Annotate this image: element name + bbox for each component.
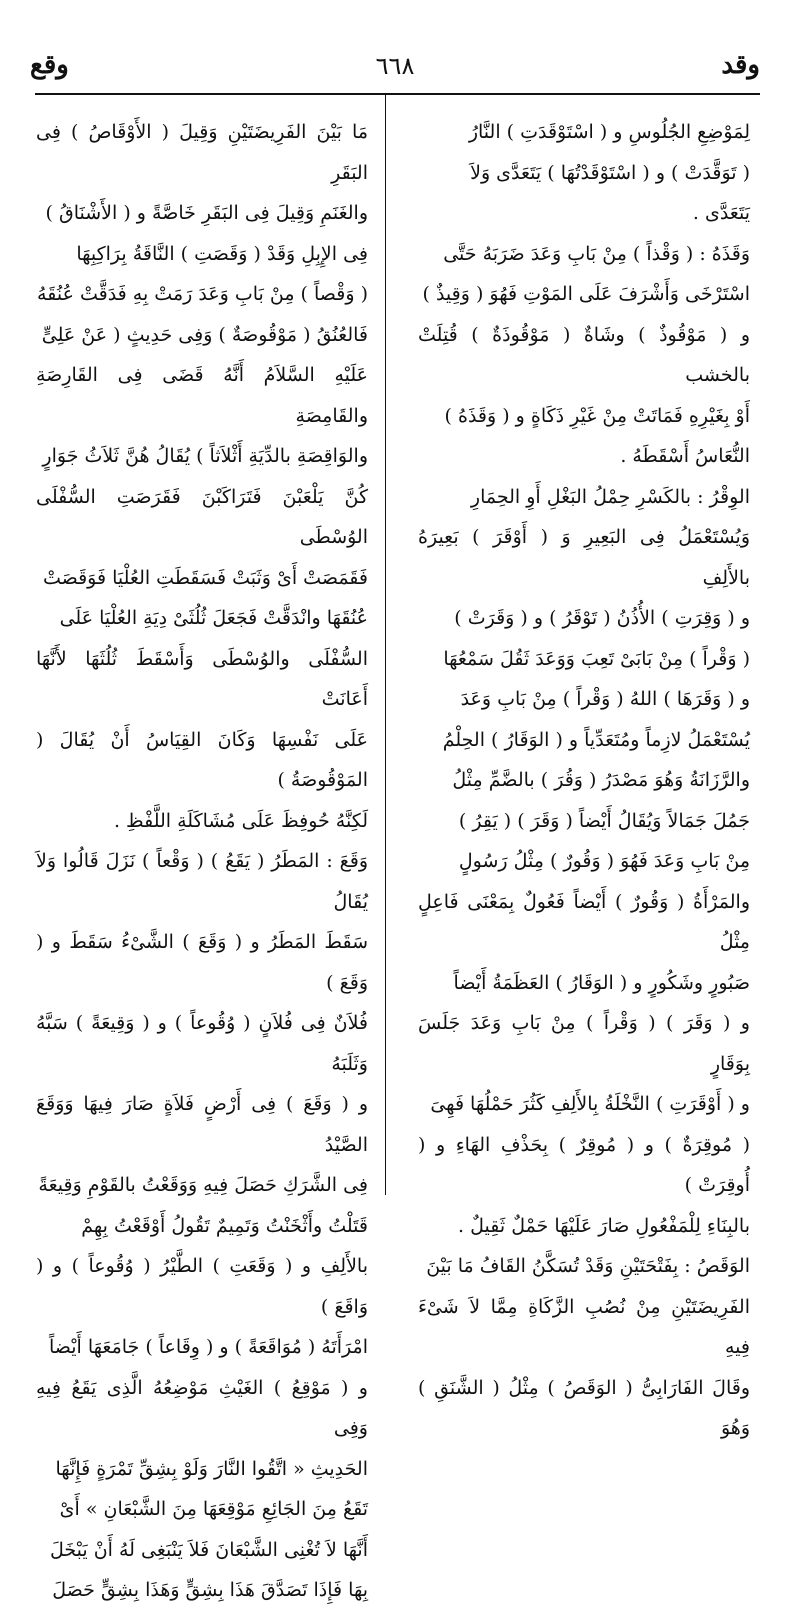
text-line: لَكِنَّهُ حُوفِظَ عَلَى مُشَاكَلَةِ اللَّفْظِ . xyxy=(113,809,368,832)
text-line: و ( أَوْقَرَتِ ) النَّخْلَةُ بِالأَلِفِ كَثُرَ حَمْلُهَا فَهِىَ xyxy=(430,1093,750,1115)
text-line: سَقَطَ المَطَرُ و ( وَقَعَ ) الشَّىْءُ سَقَطَ و ( وَقَعَ ) xyxy=(36,931,368,994)
text-line: فِى الشَّرَكِ حَصَلَ فِيهِ وَوَقَعْتُ بالقَوْمِ وَقِيعَةً xyxy=(38,1174,368,1196)
text-line: عَلَى نَفْسِهَا وَكَانَ القِيَاسُ أَنْ يُقَالَ ( المَوْقُوصَةُ ) xyxy=(36,728,368,791)
text-line: النُّعَاسُ أَسْقَطَهُ . xyxy=(620,445,750,467)
text-line: و ( وَقَرَهَا ) اللهُ ( وَقْراً ) مِنْ بَابِ وَعَدَ xyxy=(460,688,750,710)
text-line: صَبُورٍ وشَكُورٍ و ( الوَقَارُ ) العَظَمَةُ أَيْضاً xyxy=(453,971,750,994)
page-number: ٦٦٨ xyxy=(375,52,415,80)
text-line: وَقَعَ : المَطَرُ ( يَقَعُ ) ( وَقْعاً ) نَزَلَ قَالُوا وَلاَ يُقَالُ xyxy=(36,850,368,913)
text-line: بالأَلِفِ و ( وَقَعَتِ ) الطَّيْرُ ( وُقُوعاً ) و ( وَاقَعَ ) xyxy=(36,1255,368,1318)
text-line: قَتَلْتُ وأَثْخَنْتُ وَتَمِيمٌ تَقُولُ أَوْقَعْتُ بِهِمْ xyxy=(81,1214,368,1237)
text-line: جَمُلَ جَمَالاً وَيُقَالُ أَيْضاً ( وَقَرَ ) ( يَقِرُ ) xyxy=(458,809,750,832)
text-line: و ( وَقَرَ ) ( وَقْراً ) مِنْ بَابِ وَعَدَ جَلَسَ بِوَقَارٍ xyxy=(418,1012,750,1075)
text-line: أَنَّهَا لاَ تُغْنِى الشَّبْعَانَ فَلاَ يَنْبَغِى لَهُ أَنْ يَبْخَلَ xyxy=(49,1538,368,1561)
text-line: لِمَوْضِعِ الجُلُوسِ و ( اسْتَوْقَدَتِ ) النَّارُ xyxy=(468,121,750,143)
text-line: ( وَقْصاً ) مِنْ بَابِ وَعَدَ رَمَتْ بِهِ فَدَقَّتْ عُنُقَهُ xyxy=(37,283,368,305)
text-line: وقَالَ الفَارَابِىُّ ( الوَقَصُ ) مِثْلُ ( الشَّنَقِ ) وَهُوَ xyxy=(418,1376,750,1439)
text-line: مَا بَيْنَ الفَرِيضَتَيْنِ وَقِيلَ ( الأَوْقَاصُ ) فِى البَقَرِ xyxy=(36,121,368,184)
text-line: والمَرْأَةُ ( وَقُورٌ ) أَيْضاً فَعُولٌ بِمَعْنَى فَاعِلٍ مِثْلُ xyxy=(418,890,750,953)
text-line: مِنْ بَابِ وَعَدَ فَهُوَ ( وَقُورٌ ) مِثْلُ رَسُولٍ xyxy=(458,850,750,872)
text-line: و ( مَوْقُوذٌ ) وشَاةٌ ( مَوْقُوذَةٌ ) قُتِلَتْ بالخشب xyxy=(418,323,750,386)
text-line: والغَنَمِ وَقِيلَ فِى البَقَرِ خَاصَّةً و ( الأَشْنَاقُ ) xyxy=(45,202,368,224)
column-divider xyxy=(385,95,386,1195)
running-head-left: وقع xyxy=(30,50,69,80)
text-line: بِهَا فَإِذَا تَصَدَّقَ هَذَا بِشِقٍّ وَهَذَا بِشِقٍّ حَصَلَ xyxy=(52,1579,368,1601)
text-line: الوِقْرُ : بالكَسْرِ حِمْلُ البَغْلِ أَوِ الحِمَارِ xyxy=(470,485,750,508)
text-line: ( وَقْراً ) مِنْ بَابَىْ تَعِبَ وَوَعَدَ ثَقُلَ سَمْعُهَا xyxy=(443,647,750,670)
text-line: فَقَمَصَتْ أَىْ وَثَبَتْ فَسَقَطَتِ العُلْيَا فَوَقَصَتْ xyxy=(42,566,368,589)
right-column xyxy=(418,112,750,1449)
text-line: عُنُقَهَا وانْدَقَّتْ فَجَعَلَ ثُلُثَىْ دِيَةِ العُلْيَا عَلَى xyxy=(59,607,368,629)
text-line: كُنَّ يَلْعَبْنَ فَتَرَاكَبْنَ فَقَرَصَتِ السُّفْلَى الوُسْطَى xyxy=(36,485,368,548)
text-line: وَيُسْتَعْمَلُ فِى البَعِيرِ وَ ( أَوْقَرَ ) بَعِيرَهُ بالأَلِفِ xyxy=(418,526,750,589)
text-line: السُّفْلَى والوُسْطَى وَأَسْقَطَ ثُلُثَهَا لأَنَّهَا أَعَانَتْ xyxy=(36,647,368,710)
text-line: يَتَعَدَّى . xyxy=(692,202,750,224)
text-line: أَوْ بِغَيْرِهِ فَمَاتَتْ مِنْ غَيْرِ ذَكَاةٍ و ( وَقَذَهُ ) xyxy=(444,404,750,427)
text-line: ( تَوَقَّدَتْ ) و ( اسْتَوْقَدْتُهَا ) يَتَعَدَّى وَلاَ xyxy=(470,161,750,184)
text-line: فِى الإِبِلِ وَقَدْ ( وَقَصَتِ ) النَّاقَةُ بِرَاكِبِهَا xyxy=(76,242,368,265)
text-line: عَلَيْهِ السَّلاَمُ أَنَّهُ قَضَى فِى القَارِصَةِ والقَامِصَةِ xyxy=(36,364,368,427)
text-line: بالبِنَاءِ لِلْمَفْعُولِ صَارَ عَلَيْهَا حَمْلٌ ثَقِيلٌ . xyxy=(458,1214,750,1237)
text-line: والوَاقِصَةِ بالدِّيَةِ أَثْلاَثاً ) يُقَالُ هُنَّ ثَلاَثُ جَوَارٍ xyxy=(42,445,368,467)
text-line: امْرَأَتَهُ ( مُوَاقَعَةً ) و ( وِقَاعاً ) جَامَعَهَا أَيْضاً xyxy=(48,1336,368,1358)
text-line: تَقَعُ مِنَ الجَائِعِ مَوْقِعَهَا مِنَ الشَّبْعَانِ » أَىْ xyxy=(59,1498,368,1520)
text-line: و ( وَقِرَتِ ) الأُذُنُ ( تَوْقَرُ ) و ( وَقَرَتْ ) xyxy=(454,607,750,629)
text-line: ( مُوقِرَةٌ ) و ( مُوقِرٌ ) بِحَذْفِ الهَاءِ و ( أُوقِرَتْ ) xyxy=(418,1133,750,1196)
text-line: يُسْتَعْمَلُ لازِماً ومُتَعَدِّياً و ( الوَقَارُ ) الحِلْمُ xyxy=(442,728,750,751)
text-line: الحَدِيثِ « اتَّقُوا النَّارَ وَلَوْ بِشِقِّ تَمْرَةٍ فَإِنَّهَا xyxy=(55,1457,368,1480)
header-rule xyxy=(35,93,760,95)
running-head-right: وقد xyxy=(721,50,760,80)
text-line: الفَرِيضَتَيْنِ مِنْ نُصُبِ الزَّكَاةِ مِمَّا لاَ شَىْءَ فِيهِ xyxy=(418,1295,750,1358)
text-line: والرَّزَانَةُ وَهُوَ مَصْدَرُ ( وَقُرَ ) بالضَّمِّ مِثْلُ xyxy=(452,769,750,791)
text-line: الوَقَصُ : بِفَتْحَتَيْنِ وَقَدْ تُسَكَّنُ القَافُ مَا بَيْنَ xyxy=(426,1255,750,1277)
text-line: اسْتَرْخَى وَأَشْرَفَ عَلَى المَوْتِ فَهُوَ ( وَقِيذٌ ) xyxy=(422,283,750,305)
text-line: و ( وَقَعَ ) فِى أَرْضٍ فَلاَةٍ صَارَ فِيهَا وَوَقَعَ الصَّيْدُ xyxy=(36,1093,368,1156)
left-column xyxy=(36,112,368,1611)
text-line: و ( مَوْقِعُ ) الغَيْثِ مَوْضِعُهُ الَّذِى يَقَعُ فِيهِ وَفِى xyxy=(36,1376,368,1439)
page-header xyxy=(30,50,760,90)
text-line: فُلاَنٌ فِى فُلاَنٍ ( وُقُوعاً ) و ( وَقِيعَةً ) سَبَّهُ وَثَلَبَهُ xyxy=(36,1012,368,1075)
text-line: وَقَذَهُ : ( وَقْذاً ) مِنْ بَابِ وَعَدَ ضَرَبَهُ حَتَّى xyxy=(443,242,750,265)
text-line: فَالعُنُقُ ( مَوْقُوصَةٌ ) وَفِى حَدِيثٍ ( عَنْ عَلِىٍّ xyxy=(41,323,368,346)
